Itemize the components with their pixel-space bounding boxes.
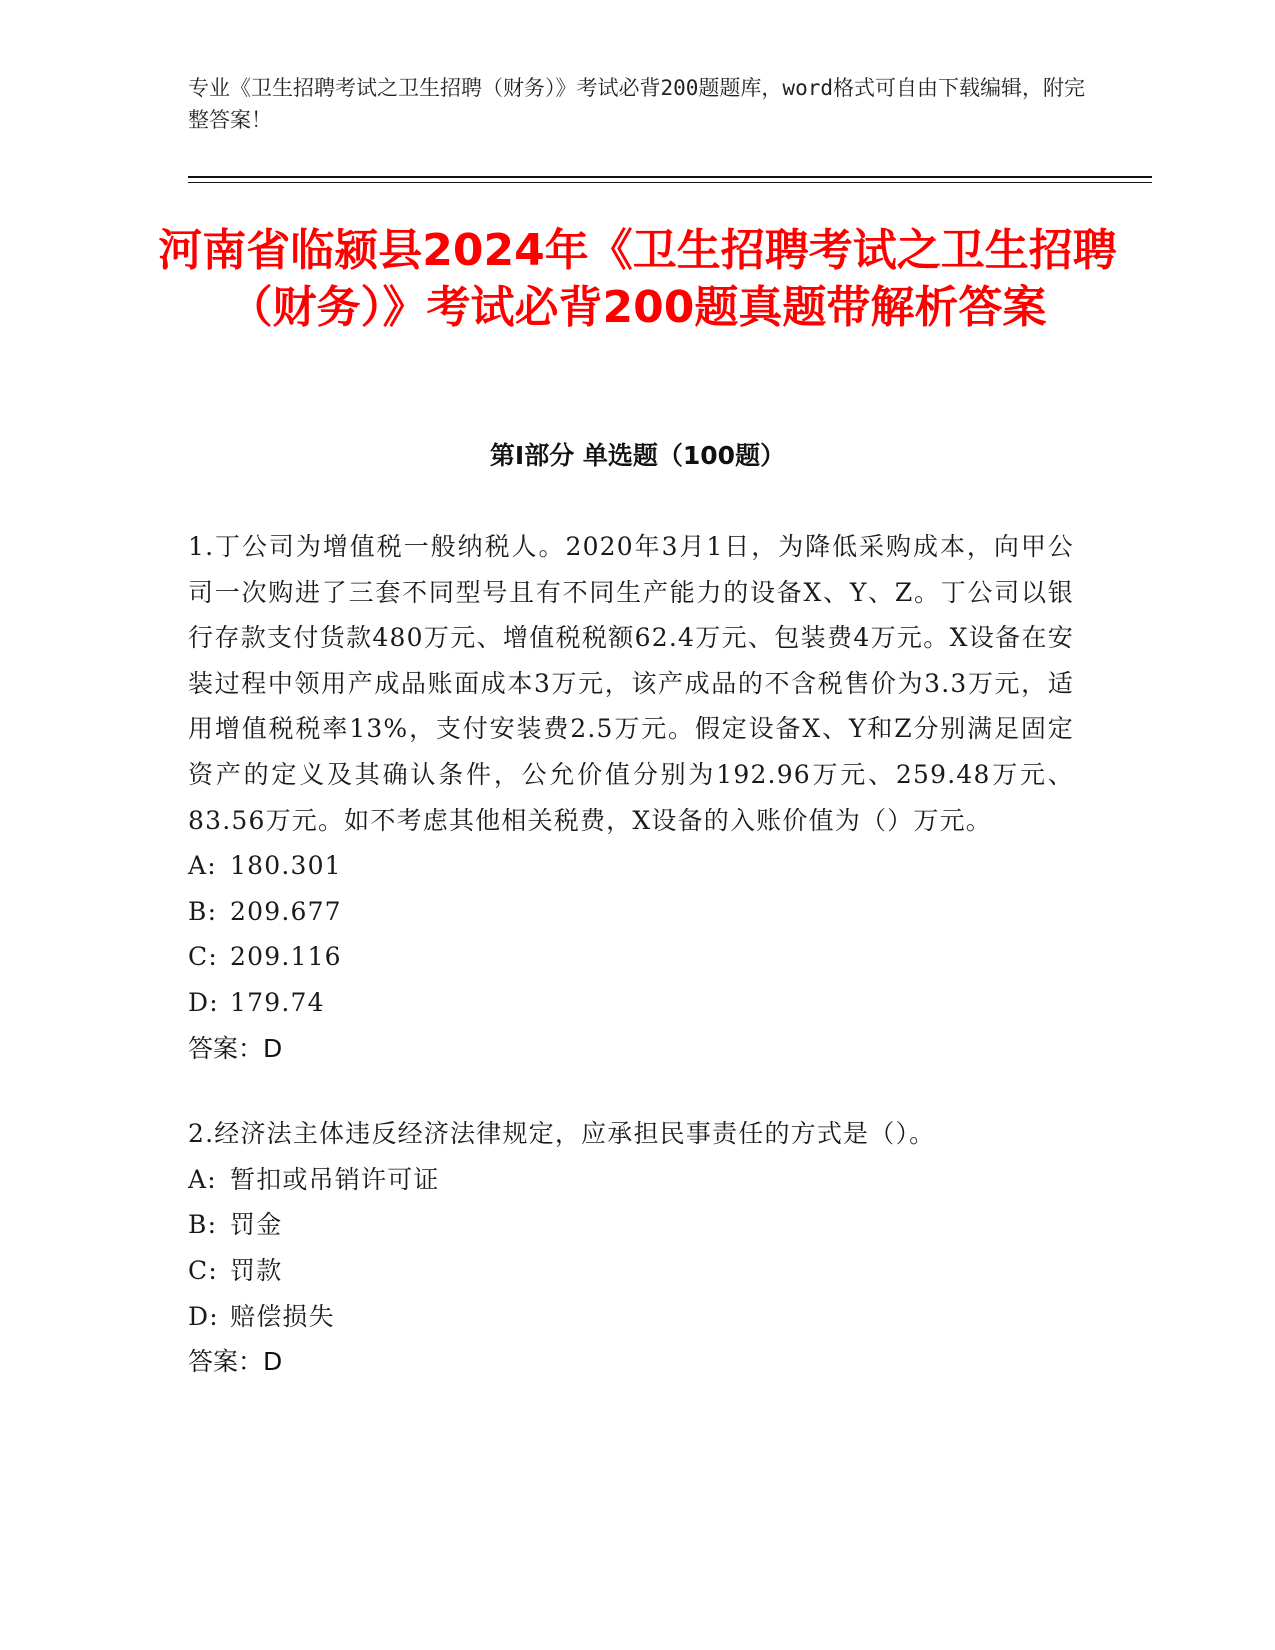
option-letter: D: <box>188 1301 219 1331</box>
option-text: 179.74 <box>230 987 325 1017</box>
option-text: 180.301 <box>230 851 342 881</box>
option-letter: C: <box>188 942 218 972</box>
header-rule-thick <box>188 176 1152 178</box>
section-heading: 第Ⅰ部分 单选题（100题） <box>489 441 786 470</box>
option-text: 罚款 <box>230 1255 283 1285</box>
option-a <box>188 1157 1074 1203</box>
option-a <box>188 843 1074 889</box>
option-letter: D: <box>188 987 219 1017</box>
option-b <box>188 1202 1074 1248</box>
question-2 <box>188 1111 1074 1385</box>
answer: 答案：D <box>188 1347 283 1377</box>
option-d <box>188 1294 1074 1340</box>
option-c <box>188 934 1074 980</box>
option-text: 罚金 <box>230 1210 283 1240</box>
question-text: 1.丁公司为增值税一般纳税人。2020年3月1日，为降低采购成本，向甲公司一次购进了三套不同型号且有不同生产能力的设备X、Y、Z。丁公司以银行存款支付货款480万元、增值税税额62.4万元、包装费4万元。X设备在安装过程中领用产成品账面成本3万元，该产成品的不含税售价为3.3万元，适用增值税税率13%，支付安装费2.5万元。假定设备X、Y和Z分别满足固定资产的定义及其确认条件，公允价值分别为192.96万元、259.48万元、83.56万元。如不考虑其他相关税费，X设备的入账价值为（）万元。 <box>188 532 1074 835</box>
option-text: 暂扣或吊销许可证 <box>230 1164 440 1194</box>
option-c <box>188 1248 1074 1294</box>
option-d <box>188 980 1074 1026</box>
option-letter: B: <box>188 1210 218 1240</box>
question-list <box>188 524 1074 1425</box>
answer: 答案：D <box>188 1033 283 1063</box>
option-letter: C: <box>188 1255 218 1285</box>
question-1 <box>188 524 1074 1071</box>
question-text: 2.经济法主体违反经济法律规定，应承担民事责任的方式是（）。 <box>188 1119 936 1149</box>
option-text: 209.677 <box>230 896 342 926</box>
option-b <box>188 889 1074 935</box>
option-text: 赔偿损失 <box>230 1301 335 1331</box>
option-letter: A: <box>188 1164 217 1194</box>
header-note: 专业《卫生招聘考试之卫生招聘（财务）》考试必背200题题库，word格式可自由下载编辑，附完整答案！ <box>188 76 1085 132</box>
option-text: 209.116 <box>230 942 342 972</box>
option-letter: B: <box>188 896 218 926</box>
document-title: 河南省临颍县2024年《卫生招聘考试之卫生招聘（财务）》考试必背200题真题带解析答案 <box>158 225 1117 333</box>
header-rule-thin <box>188 182 1152 183</box>
option-letter: A: <box>188 851 217 881</box>
